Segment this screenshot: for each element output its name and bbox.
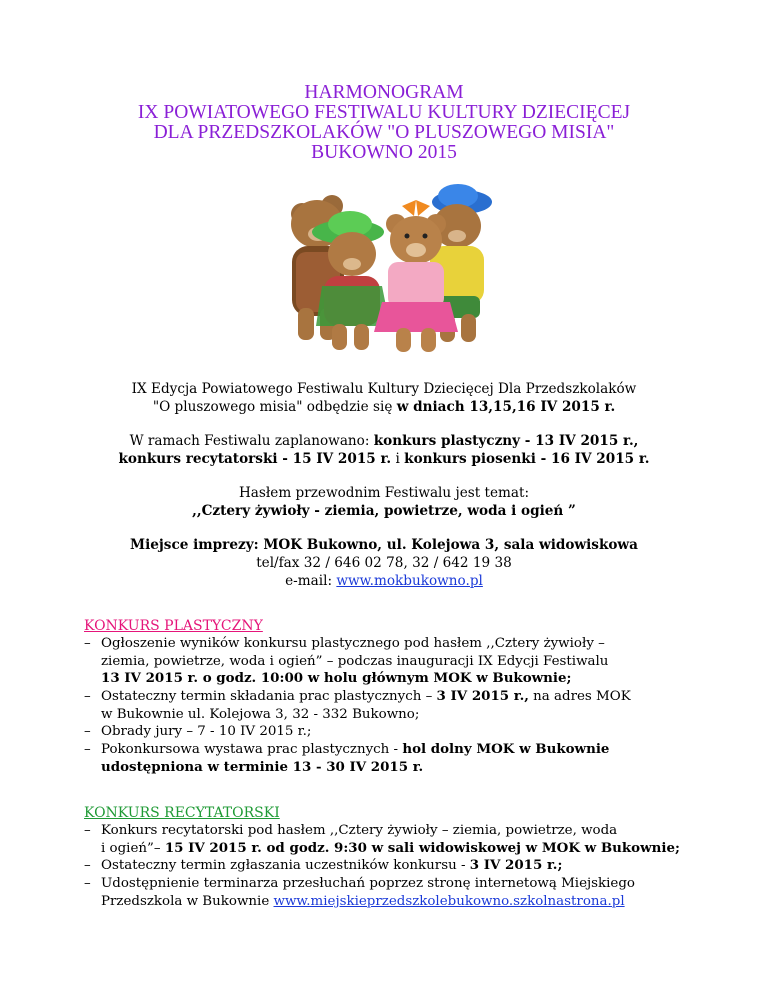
item-text-bold: hol dolny MOK w Bukownie — [402, 741, 610, 757]
plastyczny-heading: KONKURS PLASTYCZNY — [84, 618, 263, 634]
list-dash: – — [84, 858, 91, 873]
item-text: Przedszkola w Bukownie — [101, 893, 274, 909]
item-text: Ostateczny termin zgłaszania uczestników konkursu - — [101, 858, 470, 873]
program-line-1 — [0, 432, 768, 450]
list-dash: – — [84, 636, 91, 651]
recytatorski-heading: KONKURS RECYTATORSKI — [84, 805, 280, 821]
email-link[interactable]: www.mokbukowno.pl — [336, 573, 483, 589]
item-text-bold: udostępniona w terminie 13 - 30 IV 2015 r. — [101, 758, 424, 775]
item-text: Ogłoszenie wyników konkursu plastycznego pod hasłem ,,Cztery żywioły – — [101, 636, 605, 651]
item-text: ziemia, powietrze, woda i ogień” – podczas inauguracji IX Edycji Festiwalu — [101, 653, 609, 669]
recytatorski-item-2 — [84, 857, 684, 875]
list-dash: – — [84, 724, 91, 739]
intro-dates: w dniach 13,15,16 IV 2015 r. — [396, 399, 616, 415]
item-text-bold: 15 IV 2015 r. od godz. 9:30 w sali widowiskowej w MOK w Bukownie; — [164, 839, 680, 856]
item-text: Konkurs recytatorski pod hasłem ,,Cztery żywioły – ziemia, powietrze, woda — [101, 823, 618, 838]
plastyczny-item-3 — [84, 723, 684, 741]
recytatorski-item-1 — [84, 822, 684, 858]
program-piosenki: konkurs piosenki - 16 IV 2015 r. — [404, 451, 650, 467]
program-conjunction: i — [391, 451, 405, 467]
email-label: e-mail: — [285, 573, 337, 589]
item-text: Obrady jury – 7 - 10 IV 2015 r.; — [101, 724, 312, 739]
recytatorski-item-3 — [84, 875, 684, 911]
program-plastyczny: konkurs plastyczny - 13 IV 2015 r., — [373, 433, 639, 449]
item-text: w Bukownie ul. Kolejowa 3, 32 - 332 Bukowno; — [101, 706, 420, 722]
title-line-1: HARMONOGRAM — [304, 82, 464, 103]
plastyczny-item-4 — [84, 741, 684, 777]
plastyczny-item-1 — [84, 635, 684, 688]
intro-line-1: IX Edycja Powiatowego Festiwalu Kultury Dziecięcej Dla Przedszkolaków — [131, 381, 637, 397]
item-text-bold: 3 IV 2015 r., — [436, 688, 529, 704]
intro-line-2 — [0, 398, 768, 416]
program-line-2 — [0, 450, 768, 468]
program-label: W ramach Festiwalu zaplanowano: — [129, 433, 374, 449]
teddy-bears-illustration — [262, 176, 507, 356]
phone-line: tel/fax 32 / 646 02 78, 32 / 642 19 38 — [256, 555, 512, 571]
plastyczny-item-2 — [84, 688, 684, 724]
item-text-bold: 3 IV 2015 r.; — [469, 857, 563, 873]
list-dash: – — [84, 876, 91, 891]
item-text: Ostateczny termin składania prac plastycznych – — [101, 689, 437, 704]
kindergarten-website-link[interactable]: www.miejskieprzedszkolebukowno.szkolnastrona.pl — [273, 893, 625, 909]
item-text-bold: 13 IV 2015 r. o godz. 10:00 w holu głównym MOK w Bukownie; — [101, 670, 572, 686]
item-text: Udostępnienie terminarza przesłuchań poprzez stronę internetową Miejskiego — [101, 876, 635, 891]
motto-label: Hasłem przewodnim Festiwalu jest temat: — [238, 485, 530, 501]
list-dash: – — [84, 823, 91, 838]
item-text: na adres MOK — [528, 689, 631, 704]
list-dash: – — [84, 689, 91, 704]
title-line-2: IX POWIATOWEGO FESTIWALU KULTURY DZIECIĘCEJ — [137, 102, 631, 123]
title-line-4: BUKOWNO 2015 — [311, 142, 457, 163]
list-dash: – — [84, 742, 91, 757]
venue-line: Miejsce imprezy: MOK Bukowno, ul. Kolejowa 3, sala widowiskowa — [130, 537, 638, 553]
item-text: Pokonkursowa wystawa prac plastycznych - — [101, 742, 403, 757]
program-recytatorski: konkurs recytatorski - 15 IV 2015 r. — [118, 451, 392, 467]
title-line-3: DLA PRZEDSZKOLAKÓW "O PLUSZOWEGO MISIA" — [153, 122, 615, 143]
intro-dates-label: "O pluszowego misia" odbędzie się — [152, 399, 397, 415]
item-text: i ogień”– — [101, 840, 165, 856]
motto-text: ,,Cztery żywioły - ziemia, powietrze, woda i ogień ” — [192, 503, 576, 519]
email-line — [0, 572, 768, 590]
